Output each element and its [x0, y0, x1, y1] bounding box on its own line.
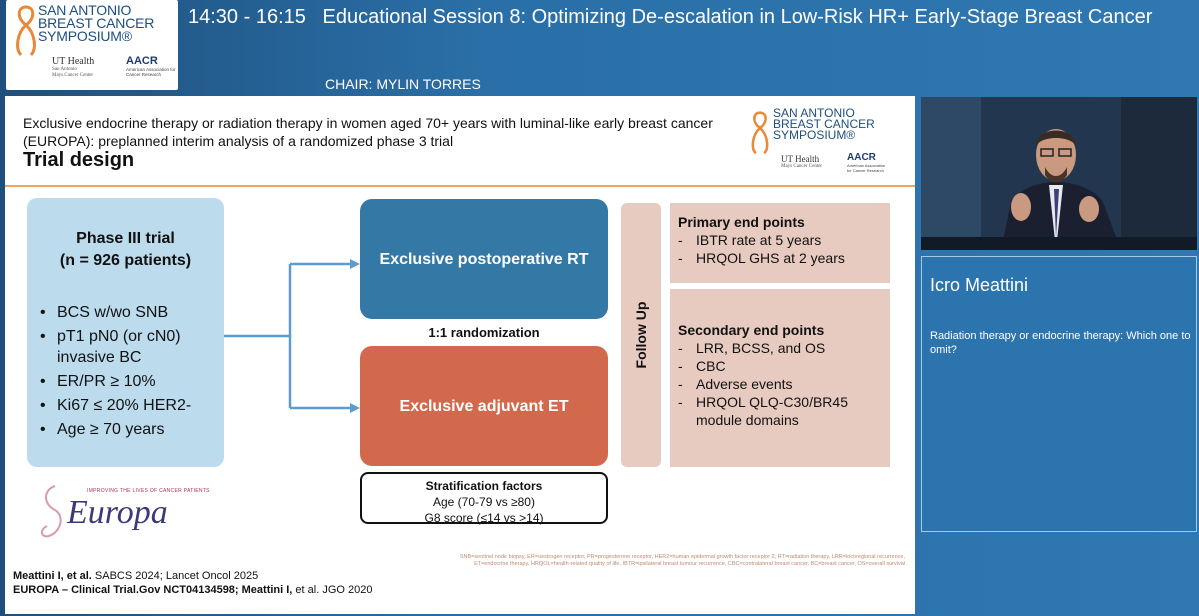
eligibility-criteria-list: [37, 302, 227, 443]
endpoint-item: - IBTR rate at 5 years: [678, 231, 882, 249]
ref1-details: SABCS 2024; Lancet Oncol 2025: [91, 570, 259, 582]
secondary-endpoints-title: Secondary end points: [678, 322, 825, 338]
secondary-endpoints-box: [670, 289, 890, 467]
et-arm-box: [360, 346, 608, 466]
speaker-silhouette: [921, 97, 1197, 250]
et-arm-label: Exclusive adjuvant ET: [399, 397, 569, 415]
slide-subtitle: Exclusive endocrine therapy or radiation therapy in women aged 70+ years with luminal-like early breast cancer (EUROPA): preplanned interim analysis of a randomized phase 3 trial: [23, 115, 713, 149]
primary-endpoints-title: Primary end points: [678, 214, 805, 230]
primary-endpoints-list: [678, 231, 882, 267]
europa-tagline: IMPROVING THE LIVES OF CANCER PATIENTS: [87, 488, 210, 494]
session-title: Educational Session 8: Optimizing De-escalation in Low-Risk HR+ Early-Stage Breast Cancer: [322, 6, 1153, 28]
speaker-name: Icro Meattini: [930, 275, 1029, 295]
stratification-age: Age (70-79 vs ≥80): [433, 495, 535, 509]
randomization-arrows: [224, 256, 362, 416]
pink-ribbon-icon: [749, 110, 771, 156]
references: [13, 569, 372, 597]
criteria-item: • BCS w/wo SNB: [37, 302, 227, 323]
slide-sabcs-logo: SAN ANTONIO BREAST CANCER SYMPOSIUM® UT Health Mays Cancer Center AACR American Association for Cancer Research: [747, 108, 887, 180]
ref1-author: Meattini I, et al.: [13, 570, 92, 582]
endpoint-item: - HRQOL QLQ-C30/BR45 module domains: [678, 393, 882, 429]
criteria-item: • ER/PR ≥ 10%: [37, 371, 227, 392]
endpoint-item: - LRR, BCSS, and OS: [678, 339, 882, 357]
session-time: 14:30 - 16:15: [188, 6, 306, 28]
abbreviations-footnote: SNB=sentinel node biopsy, ER=oestrogen receptor, PR=progesterone receptor, HER2=human epidermal growth factor receptor 2, RT=radiation therapy, LRR=locoregional recurrence, ET=endocrine therapy, HRQOL=health-related quality of life, IBTR=ipsilateral breast tumour recurrence, CBC=contralateral breast cancer, BC=breast cancer, OS=overall survival: [459, 554, 905, 567]
stratification-g8: G8 score (≤14 vs >14): [424, 511, 544, 525]
randomization-label: 1:1 randomization: [428, 325, 540, 340]
stratification-box: [360, 472, 608, 524]
slide-title: Trial design: [23, 149, 135, 171]
endpoint-item: - Adverse events: [678, 375, 882, 393]
presentation-slide: [5, 96, 915, 614]
secondary-endpoints-list: [678, 339, 882, 429]
session-chair: CHAIR: MYLIN TORRES: [325, 76, 481, 92]
criteria-item: • Age ≥ 70 years: [37, 419, 227, 440]
ref2-trial: EUROPA – Clinical Trial.Gov NCT04134598; Meattini I,: [13, 584, 293, 596]
sabcs-logo-text: SAN ANTONIO BREAST CANCER SYMPOSIUM®: [38, 2, 155, 44]
primary-endpoints-box: [670, 203, 890, 283]
europa-logo: [35, 482, 225, 540]
pink-ribbon-icon: [13, 5, 39, 57]
criteria-item: • pT1 pN0 (or cN0) invasive BC: [37, 326, 227, 368]
follow-up-label: Follow Up: [633, 301, 649, 369]
rt-arm-box: [360, 199, 608, 319]
session-header: [188, 6, 1152, 29]
sabcs-logo: [6, 0, 178, 90]
endpoint-item: - CBC: [678, 357, 882, 375]
speaker-info-panel: [921, 256, 1197, 532]
rt-arm-label: Exclusive postoperative RT: [379, 250, 589, 268]
aacr-logo: AACR American Association for Cancer Research: [126, 55, 176, 77]
ut-health-logo: UT Health San Antonio Mays Cancer Center: [52, 56, 95, 78]
speaker-video: [921, 97, 1197, 250]
speaker-topic: Radiation therapy or endocrine therapy: Which one to omit?: [930, 330, 1191, 356]
phase3-title: Phase III trial (n = 926 patients): [59, 230, 192, 269]
stratification-title: Stratification factors: [425, 479, 543, 493]
ref2-details: et al. JGO 2020: [292, 584, 373, 596]
follow-up-bar: [621, 203, 661, 467]
europa-wordmark: Europa: [67, 494, 168, 531]
title-divider: [5, 185, 915, 187]
criteria-item: • Ki67 ≤ 20% HER2-: [37, 395, 227, 416]
endpoint-item: - HRQOL GHS at 2 years: [678, 249, 882, 267]
phase3-trial-box: [27, 198, 224, 467]
